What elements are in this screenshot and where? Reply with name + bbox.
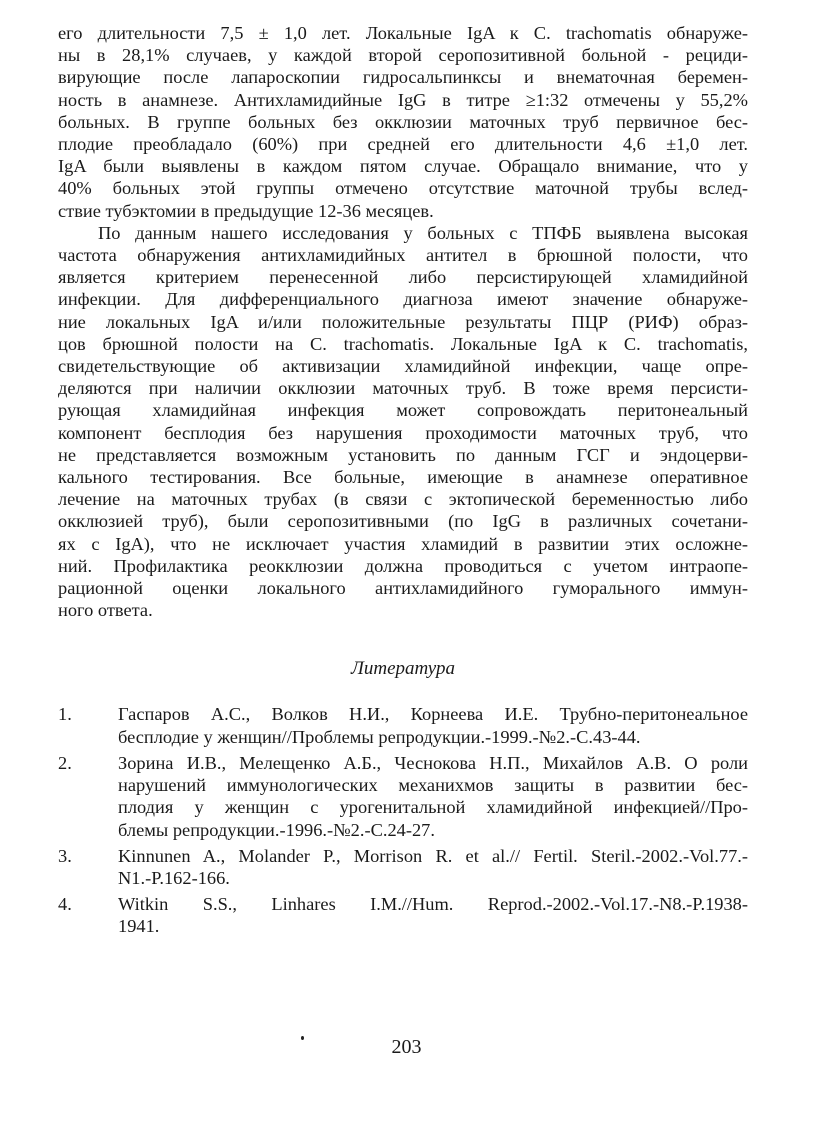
reference-line: бесплодие у женщин//Проблемы репродукции.-1999.-№2.-С.43-44.: [118, 726, 641, 747]
page-number: 203: [391, 1036, 422, 1058]
reference-item: [58, 845, 748, 889]
reference-line: блемы репродукции.-1996.-№2.-С.24-27.: [118, 819, 435, 840]
text-line: 40% больных этой группы отмечено отсутствие маточной трубы вслед-: [58, 178, 748, 199]
text-line: частота обнаружения антихламидийных антител в брюшной полости, что: [58, 245, 748, 266]
text-line: лечение на маточных трубах (в связи с эктопической беременностью либо: [58, 489, 748, 510]
text-line: больных. В группе больных без окклюзии маточных труб первичное бес-: [58, 111, 748, 132]
text-line: ствие тубэктомии в предыдущие 12-36 месяцев.: [58, 200, 434, 221]
reference-number: 2.: [58, 752, 72, 773]
text-line: является критерием перенесенной либо персистирующей хламидийной: [58, 267, 748, 288]
text-line: компонент бесплодия без нарушения проходимости маточных труб, что: [58, 422, 748, 443]
text-line: вирующие после лапароскопии гидросальпинксы и внематочная беремен-: [58, 67, 748, 88]
text-line: свидетельствующие об активизации хламидийной инфекции, чаще опре-: [58, 356, 748, 377]
text-line: цов брюшной полости на C. trachomatis. Локальные IgA к C. trachomatis,: [58, 333, 748, 354]
text-line: рующая хламидийная инфекция может сопровождать перитонеальный: [58, 400, 748, 421]
text-line: ний. Профилактика реокклюзии должна проводиться с учетом интраопе-: [58, 555, 748, 576]
text-line: не представляется возможным установить по данным ГСГ и эндоцерви-: [58, 444, 748, 465]
reference-line: Witkin S.S., Linhares I.M.//Hum. Reprod.-2002.-Vol.17.-N8.-P.1938-: [118, 894, 748, 915]
text-line: кального тестирования. Все больные, имеющие в анамнезе оперативное: [58, 467, 748, 488]
page-content: [58, 22, 748, 942]
reference-line: плодия у женщин с урогенитальной хламидийной инфекцией//Про-: [118, 797, 748, 818]
references-heading: Литература: [351, 658, 455, 680]
body-paragraph: [58, 222, 748, 622]
text-line: IgA были выявлены в каждом пятом случае. Обращало внимание, что у: [58, 156, 748, 177]
text-line: деляются при наличии окклюзии маточных труб. В тоже время персисти-: [58, 378, 748, 399]
text-line: ного ответа.: [58, 600, 153, 621]
reference-item: [58, 893, 748, 937]
body-text: [58, 22, 748, 621]
reference-item: [58, 703, 748, 747]
reference-item: [58, 752, 748, 841]
text-line: рационной оценки локального антихламидийного гуморального иммун-: [58, 578, 748, 599]
text-line: плодие преобладало (60%) при средней его длительности 4,6 ±1,0 лет.: [58, 134, 748, 155]
text-line: ны в 28,1% случаев, у каждой второй серопозитивной больной - рециди-: [58, 45, 748, 66]
text-line: ность в анамнезе. Антихламидийные IgG в титре ≥1:32 отмечены у 55,2%: [58, 89, 748, 110]
text-line: ние локальных IgA и/или положительные результаты ПЦР (РИФ) образ-: [58, 311, 748, 332]
references-list: [58, 703, 748, 937]
text-line: инфекции. Для дифференциального диагноза имеют значение обнаруже-: [58, 289, 748, 310]
text-line: его длительности 7,5 ± 1,0 лет. Локальные IgA к C. trachomatis обнаруже-: [58, 23, 748, 43]
reference-number: 1.: [58, 704, 72, 725]
reference-line: Kinnunen A., Molander P., Morrison R. et al.// Fertil. Steril.-2002.-Vol.77.-: [118, 845, 748, 866]
reference-line: N1.-P.162-166.: [118, 867, 230, 888]
reference-number: 3.: [58, 845, 72, 866]
body-paragraph: [58, 22, 748, 222]
reference-line: Гаспаров А.С., Волков Н.И., Корнеева И.Е. Трубно-перитонеальное: [118, 704, 748, 725]
reference-line: Зорина И.В., Мелещенко А.Б., Чеснокова Н.П., Михайлов А.В. О роли: [118, 752, 748, 773]
reference-number: 4.: [58, 894, 72, 915]
text-line: окклюзией труб), были серопозитивными (по IgG в различных сочетани-: [58, 511, 748, 532]
text-line: ях с IgA), что не исключает участия хламидий в развитии этих осложне-: [58, 533, 748, 554]
reference-line: 1941.: [118, 916, 160, 937]
reference-line: нарушений иммунологических механихмов защиты в развитии бес-: [118, 775, 748, 796]
text-line: По данным нашего исследования у больных с ТПФБ выявлена высокая: [98, 222, 748, 243]
